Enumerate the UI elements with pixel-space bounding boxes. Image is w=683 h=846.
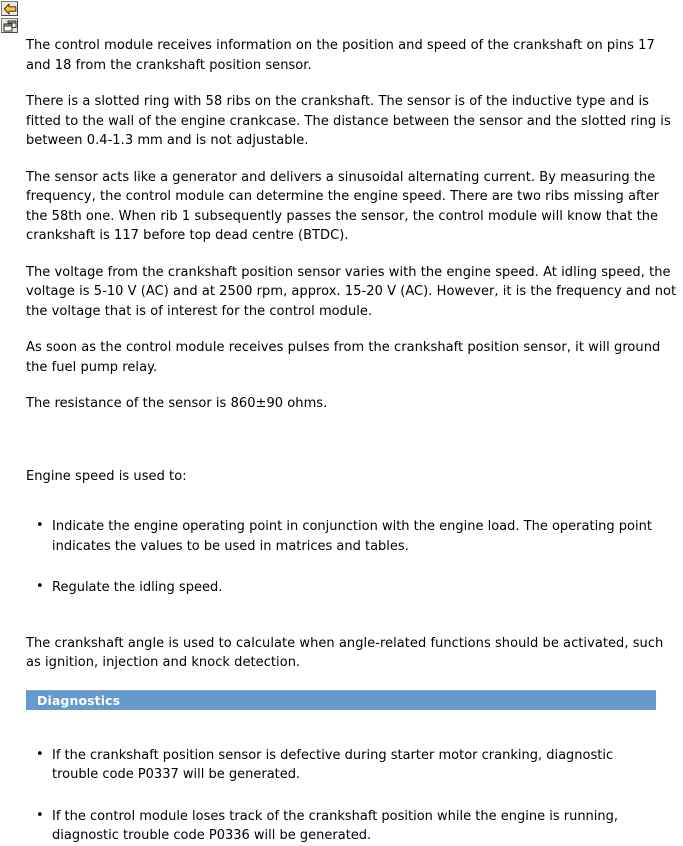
section-spacer xyxy=(26,710,681,746)
list-spacer xyxy=(26,503,681,517)
diagnostics-list xyxy=(26,746,681,846)
paragraph-slotted-ring: There is a slotted ring with 58 ribs on the crankshaft. The sensor is of the inductive type and is fitted to the wall of the engine crankcase. The distance between the sensor and the slotted ring is between 0.4-1.3 mm and is not adjustable. xyxy=(26,94,671,148)
back-button[interactable] xyxy=(1,1,18,16)
paragraph-fuel-pump-relay: As soon as the control module receives pulses from the crankshaft position sensor, it will ground the fuel pump relay. xyxy=(26,340,661,375)
diagnostics-heading: Diagnostics xyxy=(37,692,121,708)
document-body xyxy=(26,36,681,846)
list-item: • If the crankshaft position sensor is defective during starter motor cranking, diagnostic trouble code P0337 will be generated. xyxy=(26,746,652,785)
paragraph-sensor-generator: The sensor acts like a generator and delivers a sinusoidal alternating current. By measuring the frequency, the control module can determine the engine speed. There are two ribs missing after the 58th one. When rib 1 subsequently passes the sensor, the control module will know that the crankshaft is 117 before top dead centre (BTDC). xyxy=(26,169,660,243)
list-item: • Regulate the idling speed. xyxy=(26,578,652,598)
diagnostics-section-header xyxy=(26,690,656,710)
toolbar xyxy=(1,1,21,35)
back-arrow-icon xyxy=(3,3,16,14)
list-item: • If the control module loses track of the crankshaft position while the engine is running, diagnostic trouble code P0336 will be generated. xyxy=(26,807,652,846)
paragraph-control-module: The control module receives information on the position and speed of the crankshaft on pins 17 and 18 from the crankshaft position sensor. xyxy=(26,38,655,73)
paragraph-voltage: The voltage from the crankshaft position sensor varies with the engine speed. At idling speed, the voltage is 5-10 V (AC) and at 2500 rpm, approx. 15-20 V (AC). However, it is the frequency and not the voltage that is of interest for the control module. xyxy=(26,264,677,319)
paragraph-crankshaft-angle: The crankshaft angle is used to calculate when angle-related functions should be activated, such as ignition, injection and knock detection. xyxy=(26,635,664,670)
section-spacer xyxy=(26,431,681,467)
window-icon xyxy=(3,20,16,31)
engine-speed-list xyxy=(26,517,681,598)
section-spacer xyxy=(26,598,681,634)
paragraph-resistance: The resistance of the sensor is 860±90 ohms. xyxy=(26,396,328,411)
list-item: • Indicate the engine operating point in conjunction with the engine load. The operating point indicates the values to be used in matrices and tables. xyxy=(26,517,652,556)
duplicate-window-button[interactable] xyxy=(1,18,18,33)
engine-speed-intro: Engine speed is used to: xyxy=(26,468,187,484)
